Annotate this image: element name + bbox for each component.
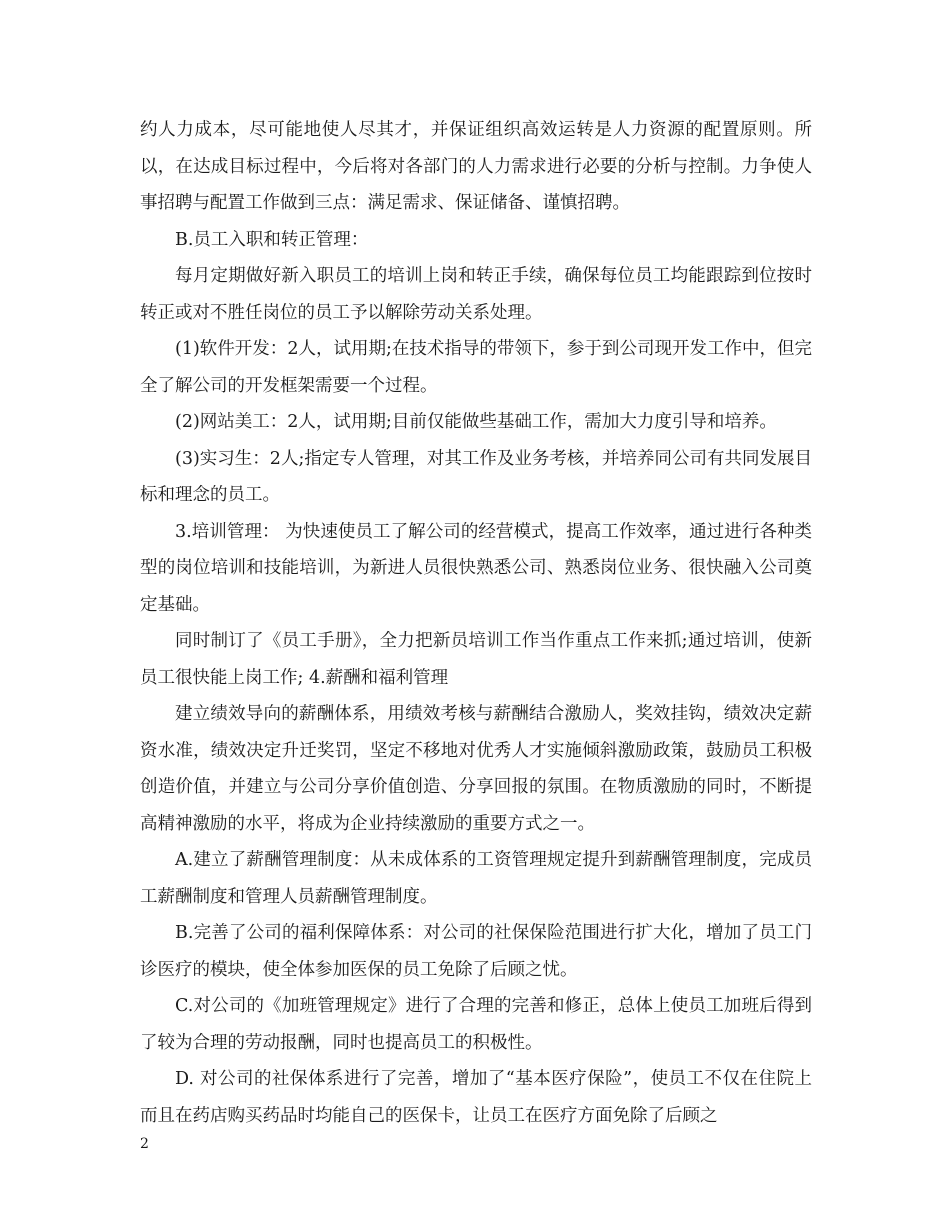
paragraph-training: 3.培训管理： 为快速使员工了解公司的经营模式，提高工作效率，通过进行各种类型的岗位培训和技能培训，为新进人员很快熟悉公司、熟悉岗位业务、很快融入公司奠定基础。: [140, 521, 812, 615]
paragraph-item-c: C.对公司的《加班管理规定》进行了合理的完善和修正，总体上使员工加班后得到了较为合理的劳动报酬，同时也提高员工的积极性。: [140, 996, 812, 1053]
paragraph-item-a: A.建立了薪酬管理制度：从未成体系的工资管理规定提升到薪酬管理制度，完成员工薪酬制度和管理人员薪酬管理制度。: [140, 850, 812, 907]
paragraph-heading-onboarding: B.员工入职和转正管理：: [175, 229, 369, 250]
paragraph-handbook: 同时制订了《员工手册》，全力把新员培训工作当作重点工作来抓;通过培训，使新员工很快能上岗工作; 4.薪酬和福利管理: [140, 631, 812, 688]
paragraph-onboarding-desc: 每月定期做好新入职员工的培训上岗和转正手续，确保每位员工均能跟踪到位按时转正或对不胜任岗位的员工予以解除劳动关系处理。: [140, 266, 812, 323]
document-body: [140, 112, 812, 1134]
paragraph-item-b: B.完善了公司的福利保障体系：对公司的社保保险范围进行扩大化，增加了员工门诊医疗的模块，使全体参加医保的员工免除了后顾之忧。: [140, 923, 812, 980]
paragraph-staffing-principle: 约人力成本，尽可能地使人尽其才，并保证组织高效运转是人力资源的配置原则。所以，在达成目标过程中，今后将对各部门的人力需求进行必要的分析与控制。力争使人事招聘与配置工作做到三点：满足需求、保证储备、谨慎招聘。: [140, 120, 812, 213]
paragraph-software-dev: (1)软件开发：2人，试用期;在技术指导的带领下，参于到公司现开发工作中，但完全了解公司的开发框架需要一个过程。: [140, 339, 812, 396]
paragraph-web-designer: (2)网站美工：2人，试用期;目前仅能做些基础工作，需加大力度引导和培养。: [175, 412, 777, 432]
paragraph-item-d: D. 对公司的社保体系进行了完善，增加了“基本医疗保险”，使员工不仅在住院上而且在药店购买药品时均能自己的医保卡，让员工在医疗方面免除了后顾之: [140, 1069, 812, 1126]
paragraph-intern: (3)实习生：2人;指定专人管理，对其工作及业务考核，并培养同公司有共同发展目标和理念的员工。: [140, 448, 812, 505]
page-number: 2: [140, 1136, 149, 1152]
paragraph-compensation-system: 建立绩效导向的薪酬体系，用绩效考核与薪酬结合激励人，奖效挂钩，绩效决定薪资水准，绩效决定升迁奖罚，坚定不移地对优秀人才实施倾斜激励政策，鼓励员工积极创造价值，并建立与公司分享价值创造、分享回报的氛围。在物质激励的同时，不断提高精神激励的水平，将成为企业持续激励的重要方式之一。: [140, 704, 812, 834]
